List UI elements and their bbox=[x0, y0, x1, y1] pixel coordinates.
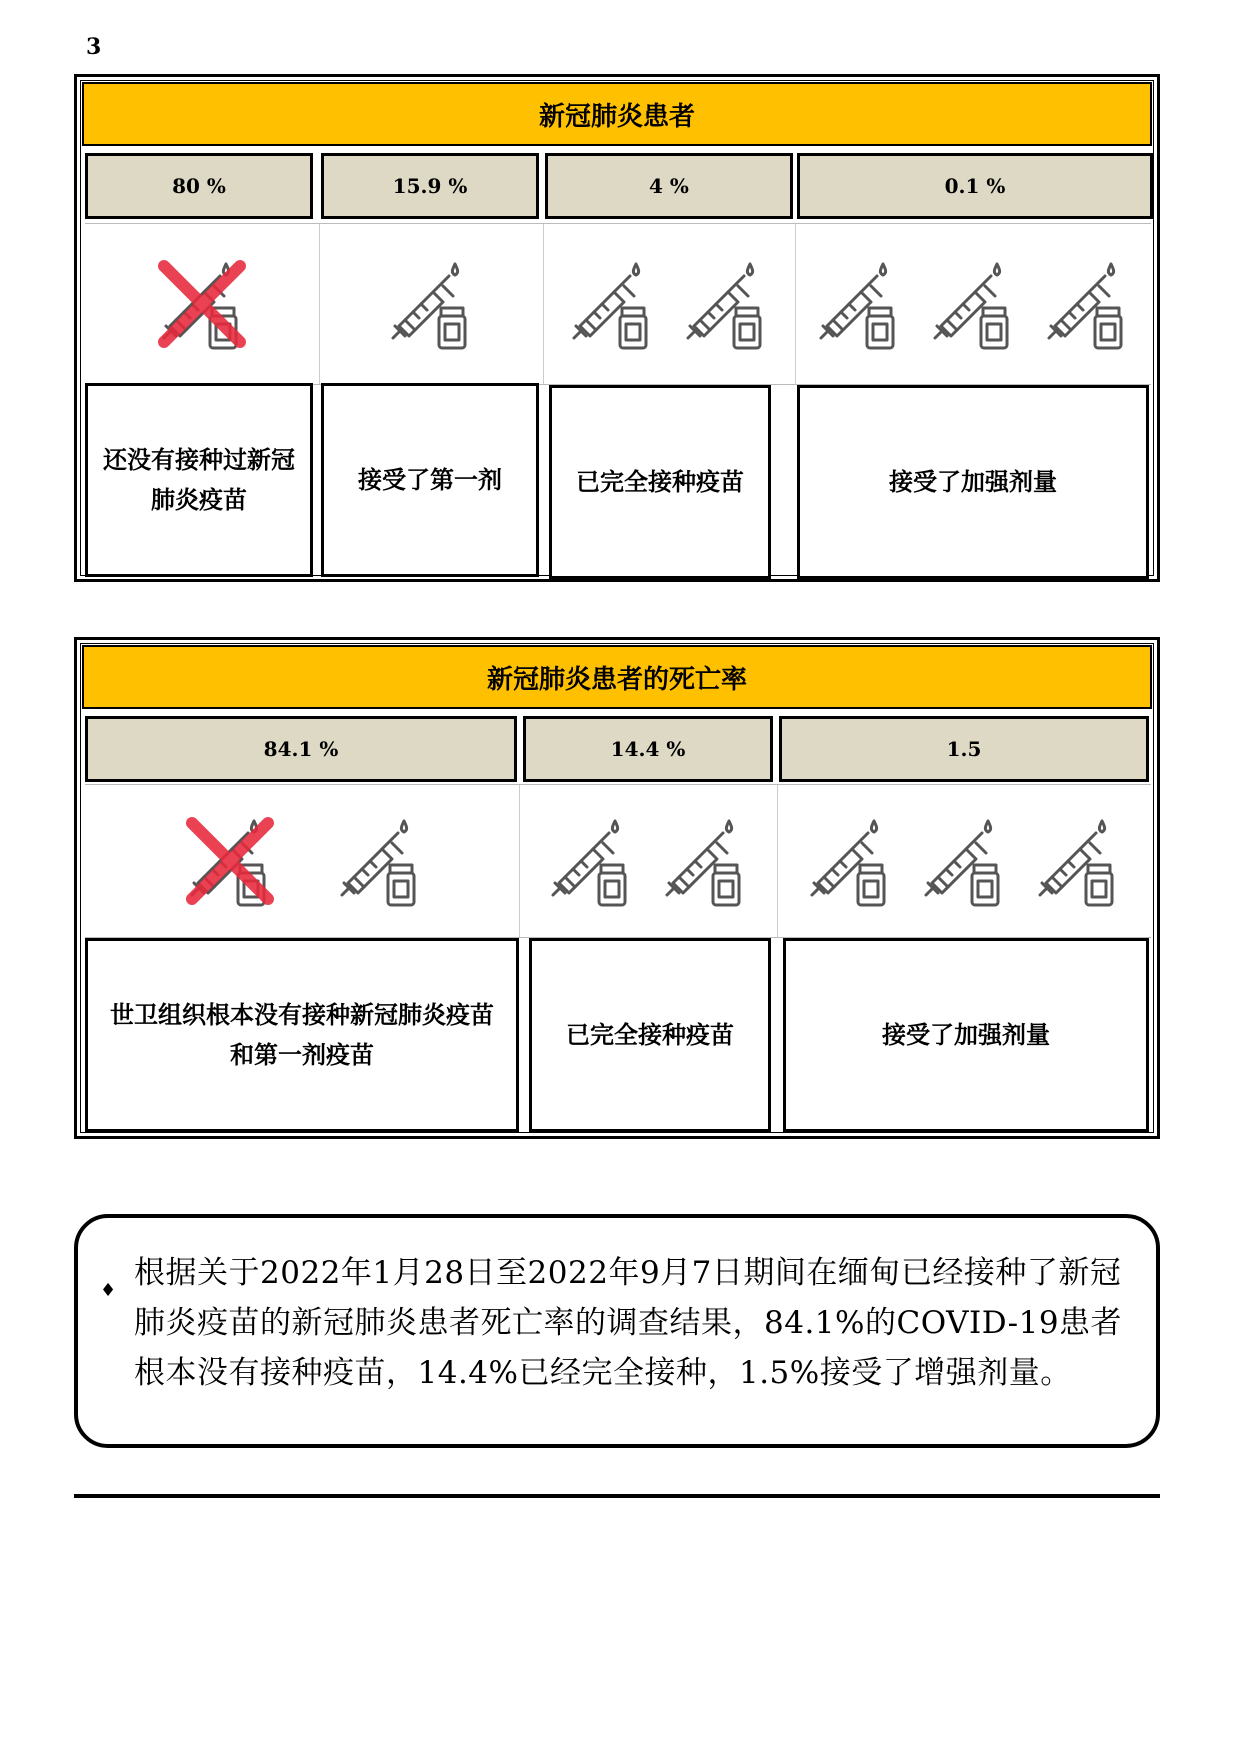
syringe-vial-icon bbox=[817, 256, 901, 352]
percent-cell: 84.1 % bbox=[85, 716, 517, 782]
icon-cell bbox=[85, 224, 320, 384]
status-label: 世卫组织根本没有接种新冠肺炎疫苗和第一剂疫苗 bbox=[85, 938, 519, 1132]
status-label: 接受了第一剂 bbox=[321, 383, 539, 577]
icon-cell bbox=[319, 224, 544, 384]
syringe-vial-icon bbox=[931, 256, 1015, 352]
patients-panel bbox=[74, 74, 1160, 582]
syringe-vial-icon bbox=[338, 813, 422, 909]
syringe-vial-icon bbox=[808, 813, 892, 909]
syringe-vial-icon bbox=[663, 813, 747, 909]
syringe-vial-icon bbox=[549, 813, 633, 909]
percent-cell: 15.9 % bbox=[321, 153, 539, 219]
percent-cell: 1.5 bbox=[779, 716, 1149, 782]
syringe-vial-icon bbox=[1036, 813, 1120, 909]
panel-title: 新冠肺炎患者 bbox=[82, 82, 1152, 146]
icon-cell bbox=[543, 224, 796, 384]
page-number: 3 bbox=[86, 34, 102, 60]
summary-note bbox=[74, 1214, 1160, 1448]
syringe-vial-icon bbox=[570, 256, 654, 352]
crossed-out-icon bbox=[154, 256, 250, 352]
syringe-vial-icon bbox=[922, 813, 1006, 909]
icon-row bbox=[85, 784, 1151, 938]
syringe-vial-icon bbox=[1045, 256, 1129, 352]
status-label: 接受了加强剂量 bbox=[783, 938, 1149, 1132]
bullet-icon: ♦ bbox=[100, 1280, 117, 1301]
percent-cell: 4 % bbox=[545, 153, 793, 219]
status-label: 还没有接种过新冠肺炎疫苗 bbox=[85, 383, 313, 577]
icon-cell bbox=[519, 785, 778, 937]
icon-row bbox=[85, 223, 1151, 385]
icon-cell bbox=[795, 224, 1151, 384]
syringe-vial-icon bbox=[684, 256, 768, 352]
bottom-divider bbox=[74, 1494, 1160, 1498]
icon-cell bbox=[777, 785, 1151, 937]
percent-cell: 0.1 % bbox=[797, 153, 1153, 219]
mortality-panel bbox=[74, 637, 1160, 1139]
status-label: 已完全接种疫苗 bbox=[529, 938, 771, 1132]
percent-cell: 14.4 % bbox=[523, 716, 773, 782]
panel-title: 新冠肺炎患者的死亡率 bbox=[82, 645, 1152, 709]
status-label: 已完全接种疫苗 bbox=[549, 385, 771, 579]
crossed-out-icon bbox=[182, 813, 278, 909]
percent-cell: 80 % bbox=[85, 153, 313, 219]
icon-cell bbox=[85, 785, 520, 937]
summary-text: 根据关于2022年1月28日至2022年9月7日期间在缅甸已经接种了新冠肺炎疫苗的新冠肺炎患者死亡率的调查结果，84.1%的COVID-19患者根本没有接种疫苗，14.4%已经完全接种，1.5%接受了增强剂量。 bbox=[134, 1255, 1123, 1391]
status-label: 接受了加强剂量 bbox=[797, 385, 1149, 579]
syringe-vial-icon bbox=[389, 256, 473, 352]
